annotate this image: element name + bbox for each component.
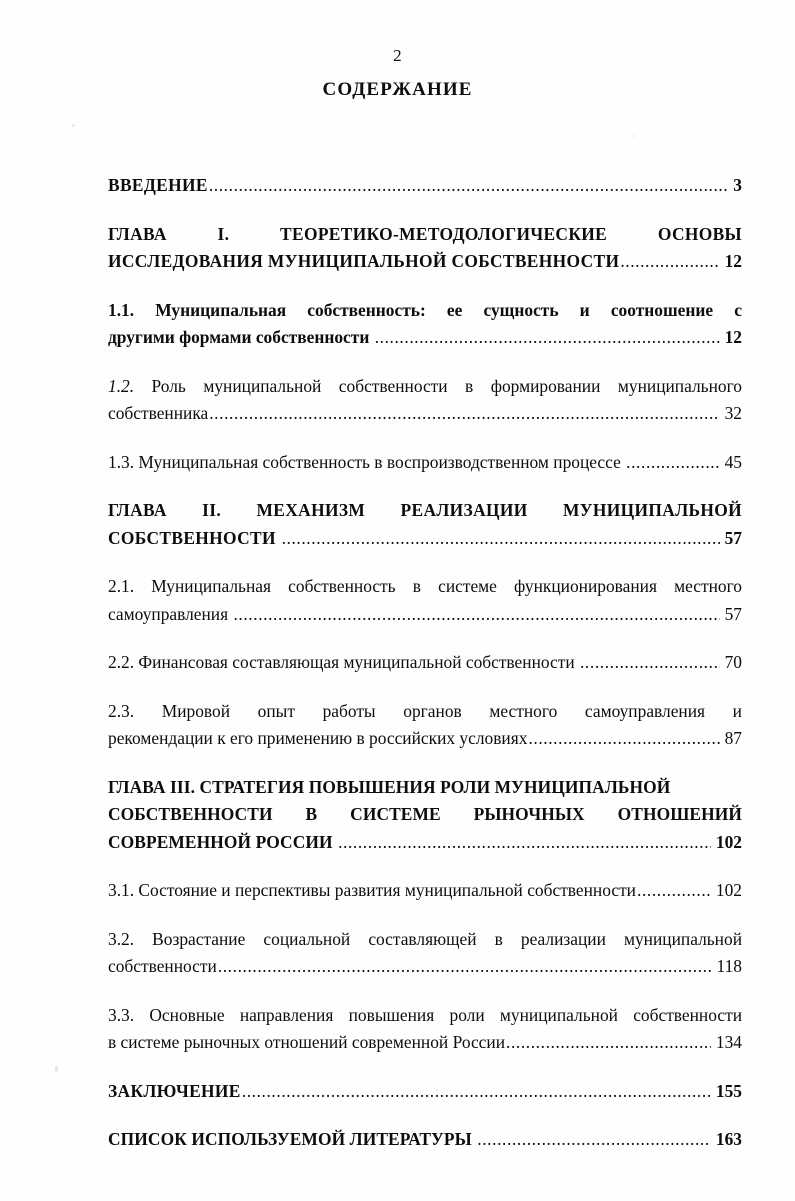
toc-entry-title-line2: собственника [108,403,209,423]
toc-entry-title-line1: 1.1. Муниципальная собственность: ее сущность и соотношение с [108,299,742,320]
toc-entry-page: 57 [724,603,742,624]
toc-entry-title-text: Роль муниципальной собственности в формировании муниципального [134,375,742,396]
toc-entry-section-2-3[interactable] [108,698,742,753]
toc-entry-page: 12 [724,327,742,347]
toc-entry-page: 70 [724,652,742,672]
toc-entry-title-line1: ГЛАВА I. ТЕОРЕТИКО-МЕТОДОЛОГИЧЕСКИЕ ОСНОВЫ [108,223,742,244]
dot-leader [375,324,720,352]
page-title: СОДЕРЖАНИЕ [322,79,473,100]
dot-leader [506,1029,711,1057]
dot-leader [242,1078,711,1106]
toc-entry-page: 87 [724,728,742,748]
toc-entry-page: 45 [724,451,742,472]
page-number: 2 [393,46,402,65]
toc-entry-title: СПИСОК ИСПОЛЬЗУЕМОЙ ЛИТЕРАТУРЫ [108,1129,477,1149]
toc-entry-title-line2: самоуправления [108,603,233,624]
toc-entry-title-line2: собственности [108,956,217,976]
toc-entry-title: ЗАКЛЮЧЕНИЕ [108,1080,241,1101]
toc-entry-section-3-1[interactable] [108,877,742,905]
toc-entry-spisok-literatury[interactable] [108,1126,742,1154]
dot-leader [209,172,728,200]
toc-entry-title-line1: ГЛАВА II. МЕХАНИЗМ РЕАЛИЗАЦИИ МУНИЦИПАЛЬНОЙ [108,500,742,520]
toc-entry-title-line3: СОВРЕМЕННОЙ РОССИИ [108,831,338,852]
toc-entry-title: 1.3. Муниципальная собственность в воспроизводственном процессе [108,451,626,472]
dot-leader [626,449,719,477]
scan-speck [633,135,635,137]
toc-entry-title-line1: 2.3. Мировой опыт работы органов местного самоуправления и [108,700,742,721]
toc-entry-title-line1 [108,373,742,401]
dot-leader [282,525,720,553]
toc-entry-title-line2: СОБСТВЕННОСТИ В СИСТЕМЕ РЫНОЧНЫХ ОТНОШЕНИЙ [108,804,742,824]
toc-entry-title-line2: в системе рыночных отношений современной России [108,1032,505,1052]
dot-leader [209,400,719,428]
toc-entry-glava-3[interactable] [108,774,742,857]
toc-entry-section-1-1[interactable] [108,297,742,352]
toc-entry-page: 57 [724,527,742,548]
toc-entry-title: 3.1. Состояние и перспективы развития муниципальной собственности [108,880,636,900]
dot-leader [580,649,720,677]
toc-entry-page: 118 [716,956,742,976]
toc-entry-vvedenie[interactable] [108,172,742,200]
dot-leader [233,601,719,629]
toc-entry-title-line1: 3.3. Основные направления повышения роли муниципальной собственности [108,1004,742,1025]
toc-entry-page: 32 [724,403,742,423]
toc-entry-page: 134 [715,1032,742,1052]
toc-entry-page: 102 [715,880,742,900]
toc-entry-zaklyuchenie[interactable] [108,1078,742,1106]
dot-leader [637,877,711,905]
toc-entry-title-line1: ГЛАВА III. СТРАТЕГИЯ ПОВЫШЕНИЯ РОЛИ МУНИЦИПАЛЬНОЙ [108,776,671,797]
toc-entry-title-line2: рекомендации к его применению в российских условиях [108,728,528,748]
toc-entry-title-line2: другими формами собственности [108,327,374,347]
toc-entry-section-2-2[interactable] [108,649,742,677]
dot-leader [620,248,719,276]
toc-entry-section-3-3[interactable] [108,1002,742,1057]
toc-entry-title-line1: 3.2. Возрастание социальной составляющей в реализации муниципальной [108,928,742,949]
toc-entry-title-line2: СОБСТВЕННОСТИ [108,527,281,548]
toc-entry-section-2-1[interactable] [108,573,742,628]
toc-entry-page: 12 [724,251,742,271]
dot-leader [338,829,711,857]
toc-entry-section-1-3[interactable] [108,449,742,477]
toc-entry-section-3-2[interactable] [108,926,742,981]
dot-leader [528,725,719,753]
toc-entry-glava-2[interactable] [108,497,742,552]
toc-entry-page: 155 [715,1080,742,1101]
dot-leader [477,1126,711,1154]
toc-entry-title: 2.2. Финансовая составляющая муниципальной собственности [108,652,579,672]
table-of-contents [108,172,742,1154]
toc-entry-section-1-2[interactable] [108,373,742,428]
toc-entry-title-line2: ИССЛЕДОВАНИЯ МУНИЦИПАЛЬНОЙ СОБСТВЕННОСТИ [108,251,620,271]
toc-entry-title-line1: 2.1. Муниципальная собственность в системе функционирования местного [108,576,742,596]
toc-entry-title: ВВЕДЕНИЕ [108,175,208,195]
toc-entry-glava-1[interactable] [108,221,742,276]
dot-leader [218,953,712,981]
toc-entry-page: 163 [715,1129,742,1149]
toc-entry-page: 102 [715,831,742,852]
scan-speck [55,1066,58,1072]
toc-entry-number: 1.2. [108,375,135,396]
toc-entry-page: 3 [733,175,742,195]
scan-speck [72,124,75,127]
